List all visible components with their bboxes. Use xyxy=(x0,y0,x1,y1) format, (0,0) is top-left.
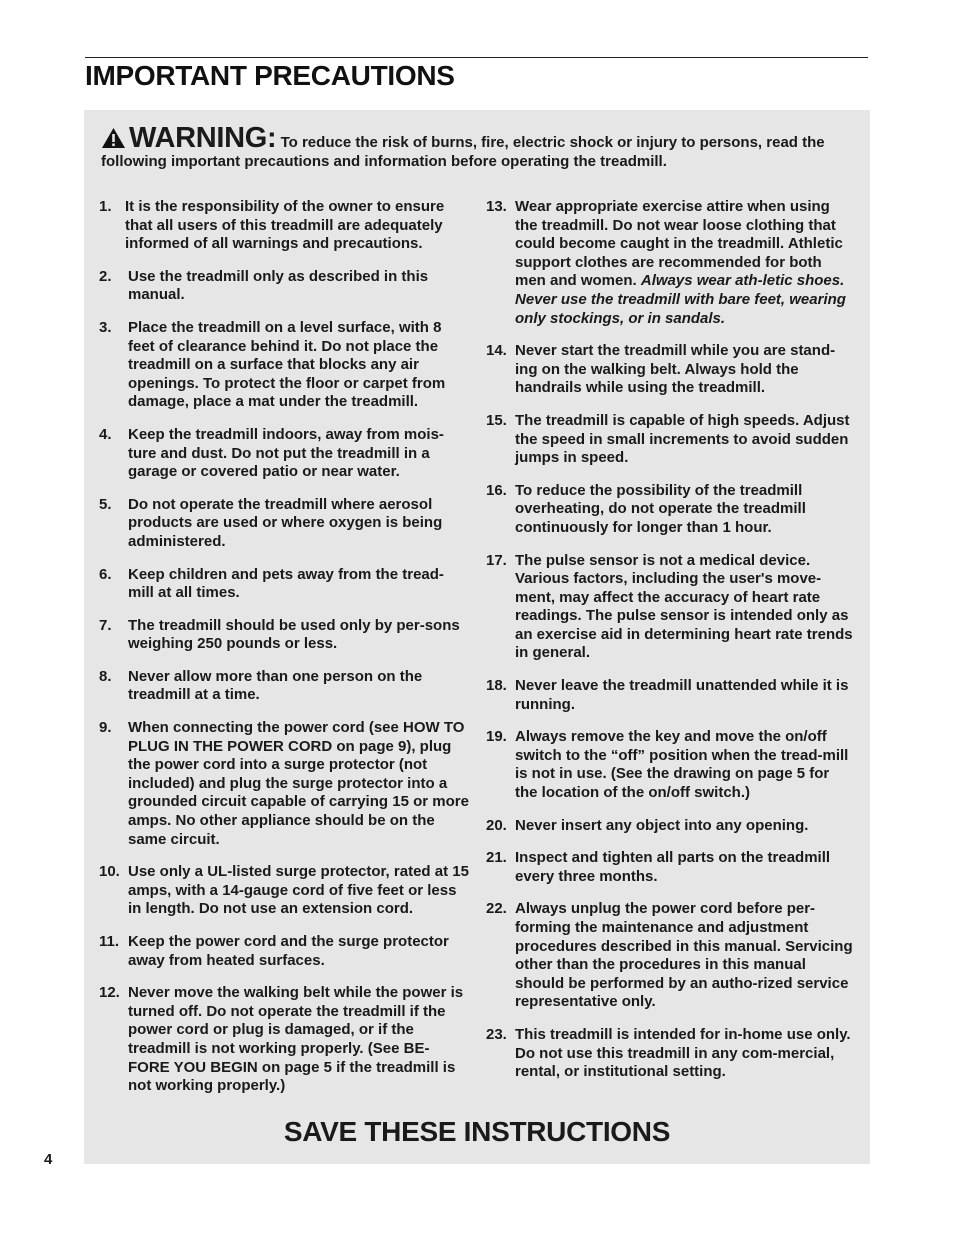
item-text: Wear appropriate exercise attire when using the treadmill. Do not wear loose clothing that could become caught in the treadmill. Athletic support clothes are recommended for both men and women. xyxy=(515,198,843,290)
warning-line-1 xyxy=(101,122,853,154)
item-text: Never leave the treadmill unattended while it is running. xyxy=(515,677,849,713)
item-number: 13. xyxy=(486,198,507,215)
item-text: Never move the walking belt while the power is turned off. Do not operate the treadmill if the power cord or plug is damaged, or if the treadmill is not working properly. (See BE-FORE YOU BEGIN on page 5 if the treadmill is not working properly.) xyxy=(128,984,464,1095)
item-number: 22. xyxy=(486,900,507,918)
item-number: 8. xyxy=(99,667,112,685)
precautions-panel xyxy=(84,110,870,1164)
precaution-item xyxy=(99,268,469,305)
item-number: 14. xyxy=(486,342,507,360)
item-number: 11. xyxy=(99,933,120,950)
item-text: Never start the treadmill while you are stand-ing on the walking belt. Always hold the handrails while using the treadmill. xyxy=(515,342,836,397)
item-text: Use the treadmill only as described in this manual. xyxy=(128,267,429,304)
item-text: Never insert any object into any opening. xyxy=(515,816,809,834)
item-number: 16. xyxy=(486,481,507,499)
item-text: Always unplug the power cord before per-forming the maintenance and adjustment procedures described in this manual. Servicing other than the procedures in this manual should be performed by an autho-rized service representative only. xyxy=(515,900,853,1011)
item-text-italic: Always wear ath-letic shoes. Never use the treadmill with bare feet, wearing only stockings, or in sandals. xyxy=(515,272,846,327)
item-number: 1. xyxy=(99,198,112,215)
item-number: 7. xyxy=(99,616,112,634)
item-text: Keep the treadmill indoors, away from mois-ture and dust. Do not put the treadmill in a garage or covered patio or near water. xyxy=(128,425,444,481)
item-text: Use only a UL-listed surge protector, rated at 15 amps, with a 14-gauge cord of five feet or less in length. Do not use an extension cord. xyxy=(128,863,469,918)
item-text: Place the treadmill on a level surface, with 8 feet of clearance behind it. Do not place the treadmill on a surface that blocks any air openings. To protect the floor or carpet from damage, place a mat under the treadmill. xyxy=(128,318,446,411)
precautions-left-column xyxy=(99,198,469,1110)
item-text: The pulse sensor is not a medical device. Various factors, including the user's move-ment, may affect the accuracy of heart rate readings. The pulse sensor is intended only as an exercise aid in determining heart rate trends in general. xyxy=(515,551,853,662)
warning-text-line-2: following important precautions and information before operating the treadmill. xyxy=(101,153,667,170)
item-text: Keep the power cord and the surge protector away from heated surfaces. xyxy=(128,933,449,969)
item-text: To reduce the possibility of the treadmill overheating, do not operate the treadmill continuously for longer than 1 hour. xyxy=(515,481,806,536)
precaution-item xyxy=(486,728,854,802)
item-text: The treadmill should be used only by per-sons weighing 250 pounds or less. xyxy=(128,616,460,653)
precaution-item xyxy=(99,319,469,412)
precaution-item xyxy=(486,1026,854,1082)
precaution-item xyxy=(486,677,854,714)
warning-block xyxy=(101,122,853,171)
warning-text-line-1: To reduce the risk of burns, fire, electric shock or injury to persons, read the xyxy=(280,134,825,151)
item-text: Keep children and pets away from the tread-mill at all times. xyxy=(128,565,444,602)
precaution-item xyxy=(486,482,854,538)
precaution-item xyxy=(486,552,854,664)
item-number: 15. xyxy=(486,411,507,429)
precaution-item xyxy=(486,849,854,886)
precaution-item xyxy=(99,198,469,254)
precaution-item xyxy=(486,817,854,836)
item-text: The treadmill is capable of high speeds. Adjust the speed in small increments to avoid sudden jumps in speed. xyxy=(515,411,850,467)
item-number: 21. xyxy=(486,849,507,867)
precaution-item xyxy=(99,719,469,849)
item-number: 10. xyxy=(99,863,120,881)
warning-label: WARNING: xyxy=(129,122,277,154)
item-number: 19. xyxy=(486,728,507,746)
item-text: Never allow more than one person on the treadmill at a time. xyxy=(128,667,423,704)
item-text: Always remove the key and move the on/off switch to the “off” position when the tread-mill is not in use. (See the drawing on page 5 for the location of the on/off switch.) xyxy=(515,728,849,802)
item-text: Inspect and tighten all parts on the treadmill every three months. xyxy=(515,849,831,885)
page-number: 4 xyxy=(44,1151,53,1168)
item-number: 4. xyxy=(99,425,112,443)
save-instructions-heading: SAVE THESE INSTRUCTIONS xyxy=(283,1116,671,1147)
warning-triangle-icon xyxy=(101,127,126,149)
item-number: 12. xyxy=(99,984,120,1002)
item-number: 23. xyxy=(486,1025,507,1043)
item-text: When connecting the power cord (see HOW TO PLUG IN THE POWER CORD on page 9), plug the power cord into a surge protector (not included) and plug the surge protector into a grounded circuit capable of carrying 15 or more amps. No other appliance should be on the same circuit. xyxy=(128,719,469,848)
item-number: 20. xyxy=(486,816,507,834)
precaution-item xyxy=(99,984,469,1096)
precaution-item xyxy=(99,933,469,970)
item-number: 5. xyxy=(99,495,112,513)
item-number: 18. xyxy=(486,677,507,695)
item-number: 9. xyxy=(99,719,112,737)
item-number: 17. xyxy=(486,551,507,569)
page-title: IMPORTANT PRECAUTIONS xyxy=(85,60,455,91)
item-text: Do not operate the treadmill where aerosol products are used or where oxygen is being administered. xyxy=(128,495,443,550)
precaution-item xyxy=(486,342,854,398)
precaution-item xyxy=(99,617,469,654)
item-text-container xyxy=(515,198,854,328)
top-rule xyxy=(85,57,868,58)
precautions-right-column xyxy=(486,198,854,1096)
precaution-item xyxy=(99,566,469,603)
precaution-item xyxy=(486,412,854,468)
precaution-item xyxy=(486,198,854,328)
item-number: 3. xyxy=(99,318,112,336)
item-text: It is the responsibility of the owner to ensure that all users of this treadmill are adequately informed of all warnings and precautions. xyxy=(125,198,445,253)
precaution-item xyxy=(99,863,469,919)
precaution-item xyxy=(486,900,854,1012)
item-text: This treadmill is intended for in-home use only. Do not use this treadmill in any com-mercial, rental, or institutional setting. xyxy=(515,1025,851,1081)
precaution-item xyxy=(99,426,469,482)
item-number: 6. xyxy=(99,565,112,583)
item-number: 2. xyxy=(99,267,112,285)
precaution-item xyxy=(99,496,469,552)
precaution-item xyxy=(99,668,469,705)
